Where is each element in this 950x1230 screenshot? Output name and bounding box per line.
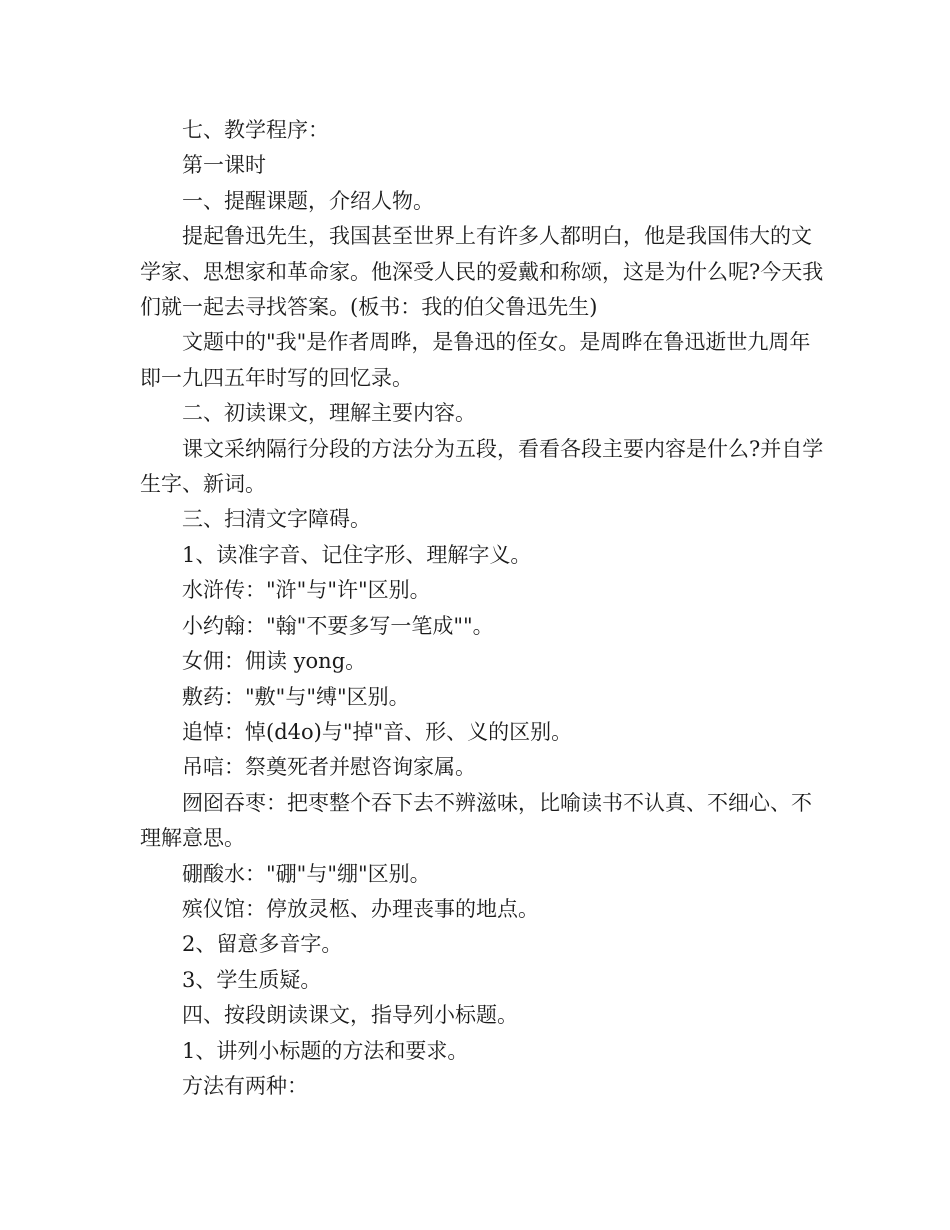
vocab-item-fuyao: 敷药："敷"与"缚"区别。 bbox=[182, 684, 410, 709]
section-heading-1: 一、提醒课题，介绍人物。 bbox=[182, 188, 434, 213]
paragraph-five-sections: 课文采纳隔行分段的方法分为五段，看看各段主要内容是什么?并自学生字、新词。 bbox=[140, 436, 824, 497]
paragraph-two-methods: 方法有两种： bbox=[182, 1073, 308, 1098]
vocab-item-zhuidao: 追悼：悼(d4o)与"掉"音、形、义的区别。 bbox=[182, 719, 573, 744]
vocab-item-xiaoyuehan: 小约翰："翰"不要多写一笔成""。 bbox=[182, 613, 494, 638]
section-heading-4: 四、按段朗读课文，指导列小标题。 bbox=[182, 1003, 518, 1028]
vocab-item-shuihuzhuan: 水浒传："浒"与"许"区别。 bbox=[182, 578, 431, 603]
list-item-subtitle-method: 1、讲列小标题的方法和要求。 bbox=[182, 1038, 469, 1063]
list-item-polyphones: 2、留意多音字。 bbox=[182, 932, 343, 957]
section-heading-2: 二、初读课文，理解主要内容。 bbox=[182, 401, 476, 426]
heading-first-lesson: 第一课时 bbox=[182, 153, 266, 178]
vocab-item-pengsuanshui: 硼酸水："硼"与"绷"区别。 bbox=[182, 861, 431, 886]
vocab-item-binyiguan: 殡仪馆：停放灵柩、办理丧事的地点。 bbox=[182, 896, 539, 921]
document-body bbox=[140, 113, 830, 1104]
heading-teaching-procedure: 七、教学程序： bbox=[182, 118, 329, 142]
list-item-questions: 3、学生质疑。 bbox=[182, 967, 322, 992]
paragraph-title-explanation: 文题中的"我"是作者周晔，是鲁迅的侄女。是周晔在鲁迅逝世九周年即一九四五年时写的回忆录。 bbox=[140, 330, 811, 390]
vocab-item-nvyong: 女佣：佣读 yong。 bbox=[182, 649, 367, 674]
paragraph-intro-luxun: 提起鲁迅先生，我国甚至世界上有许多人都明白，他是我国伟大的文学家、思想家和革命家。他深受人民的爱戴和称颂，这是为什么呢?今天我们就一起去寻找答案。(板书：我的伯父鲁迅先生) bbox=[140, 224, 824, 320]
vocab-item-hulun: 囫囵吞枣：把枣整个吞下去不辨滋味，比喻读书不认真、不细心、不理解意思。 bbox=[140, 790, 812, 851]
section-heading-3: 三、扫清文字障碍。 bbox=[182, 507, 371, 532]
list-item-pronunciation: 1、读准字音、记住字形、理解字义。 bbox=[182, 542, 532, 567]
vocab-item-diaoyan: 吊唁：祭奠死者并慰咨询家属。 bbox=[182, 755, 476, 780]
